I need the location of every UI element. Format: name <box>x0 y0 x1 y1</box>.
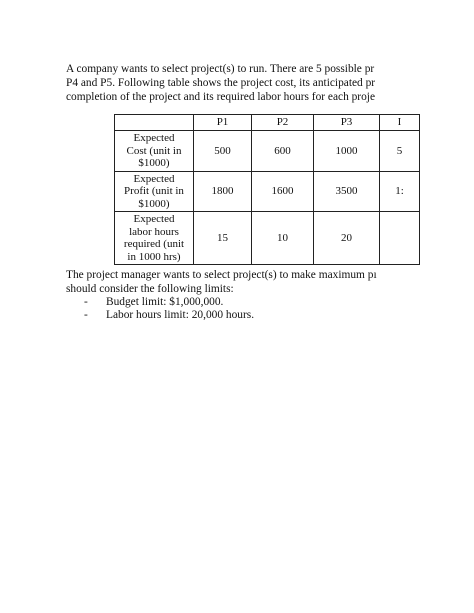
table-cell: 20 <box>314 212 380 265</box>
table-cell: 3500 <box>314 171 380 212</box>
table-row <box>115 131 420 172</box>
table-header-corner <box>115 115 194 131</box>
table-header-p4: I <box>380 115 420 131</box>
outro-paragraph <box>66 268 377 296</box>
row-label-labor <box>115 212 194 265</box>
table-header-p2: P2 <box>252 115 314 131</box>
table-cell: 1: <box>380 171 420 212</box>
table-cell: 500 <box>194 131 252 172</box>
list-item-text: Labor hours limit: 20,000 hours. <box>106 309 255 321</box>
row-label-line: $1000) <box>138 157 170 169</box>
list-item <box>84 296 254 309</box>
project-table <box>114 114 420 265</box>
row-label-cost <box>115 131 194 172</box>
table-cell: 15 <box>194 212 252 265</box>
table-cell: 1600 <box>252 171 314 212</box>
table-cell <box>380 212 420 265</box>
list-item-text: Budget limit: $1,000,000. <box>106 296 224 308</box>
outro-line: should consider the following limits: <box>66 283 234 295</box>
row-label-profit <box>115 171 194 212</box>
table-cell: 1000 <box>314 131 380 172</box>
table-row <box>115 171 420 212</box>
table-header-row <box>115 115 420 131</box>
outro-line: The project manager wants to select project(s) to make maximum pı <box>66 269 377 281</box>
table-row <box>115 212 420 265</box>
row-label-line: required (unit <box>123 238 185 250</box>
row-label-line: labor hours <box>129 225 179 238</box>
list-item <box>84 309 254 322</box>
row-label-line: in 1000 hrs) <box>127 250 181 263</box>
row-label-line: Profit (unit in <box>124 185 184 197</box>
intro-line: P4 and P5. Following table shows the project cost, its anticipated pr <box>66 77 376 89</box>
table-cell: 10 <box>252 212 314 265</box>
intro-paragraph <box>66 62 375 104</box>
row-label-line: Expected <box>133 213 175 225</box>
limits-list <box>84 296 254 322</box>
table-header-p1: P1 <box>194 115 252 131</box>
list-marker: - <box>84 296 88 308</box>
row-label-line: Expected <box>133 172 175 185</box>
table-cell: 1800 <box>194 171 252 212</box>
table-header-p3: P3 <box>314 115 380 131</box>
table-cell: 600 <box>252 131 314 172</box>
row-label-line: Expected <box>133 132 175 144</box>
table-cell: 5 <box>380 131 420 172</box>
intro-line: completion of the project and its required labor hours for each proje <box>66 91 376 103</box>
row-label-line: $1000) <box>138 197 170 210</box>
intro-line: A company wants to select project(s) to run. There are 5 possible pr <box>66 63 375 75</box>
row-label-line: Cost (unit in <box>126 144 182 157</box>
list-marker: - <box>84 309 88 321</box>
